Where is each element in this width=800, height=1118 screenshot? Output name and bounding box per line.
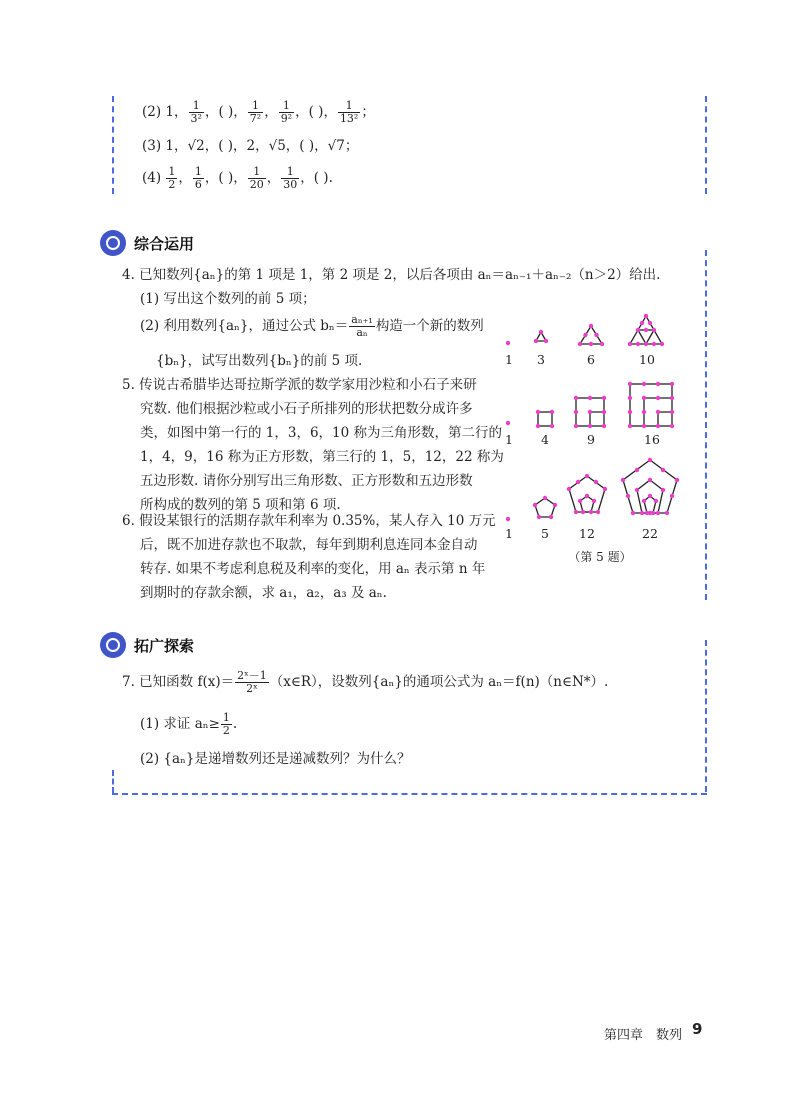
figure-dot bbox=[628, 424, 632, 428]
figure-dots bbox=[506, 314, 679, 521]
frame-right-top bbox=[705, 96, 707, 194]
figure-dot bbox=[670, 396, 674, 400]
frame-left-bottom bbox=[112, 770, 114, 793]
frame-right-middle bbox=[705, 250, 707, 600]
figure-dot bbox=[635, 468, 639, 472]
figure-dot bbox=[675, 478, 679, 482]
frame-right-bottom bbox=[705, 640, 707, 792]
q4-part2: (2) 利用数列{aₙ}，通过公式 bₙ＝ $\frac{\text{aₙ₊₁}}{\text{aₙ}}$ 构造一个新的数列 bbox=[140, 313, 484, 339]
figure-dot bbox=[656, 410, 660, 414]
figurate-numbers-figure bbox=[500, 300, 700, 560]
figure-dot bbox=[626, 494, 630, 498]
figure-dot bbox=[539, 330, 543, 334]
figure-dot bbox=[628, 342, 632, 346]
figure-dot bbox=[665, 511, 669, 515]
figure-dot bbox=[578, 342, 582, 346]
figure-dot bbox=[588, 410, 592, 414]
fig-row1-label-1: 1 bbox=[505, 352, 513, 367]
figure-dot bbox=[656, 511, 660, 515]
q5-line-6: 所构成的数列的第 5 项和第 6 项. bbox=[140, 497, 341, 513]
figure-dot bbox=[536, 410, 540, 414]
figure-dot bbox=[506, 517, 510, 521]
figure-dot bbox=[642, 499, 646, 503]
figure-dot bbox=[574, 396, 578, 400]
figure-dot bbox=[589, 342, 593, 346]
q6-line-2: 后，既不加进存款也不取款，每年到期利息连同本金自动 bbox=[140, 537, 478, 553]
figure-dot bbox=[603, 487, 607, 491]
figure-dot bbox=[654, 499, 658, 503]
footer-chapter: 第四章 数列 bbox=[604, 1028, 683, 1043]
fig-row2-label-1: 1 bbox=[505, 432, 513, 447]
figure-dot bbox=[549, 515, 553, 519]
figure-dot bbox=[628, 396, 632, 400]
section-explore-header bbox=[100, 632, 194, 658]
fraction: $\frac{1}{\text{3²}}$ bbox=[190, 99, 202, 125]
fig-row2-label-4: 16 bbox=[644, 432, 660, 447]
figure-dot bbox=[574, 510, 578, 514]
figure-dot bbox=[670, 382, 674, 386]
figure-dot bbox=[640, 511, 644, 515]
figure-dot bbox=[670, 494, 674, 498]
figure-dot bbox=[660, 342, 664, 346]
fig-row1-label-2: 3 bbox=[537, 352, 545, 367]
figure-dot bbox=[644, 314, 648, 318]
q6-line-1: 6. 假设某银行的活期存款年利率为 0.35%，某人存入 10 万元 bbox=[122, 513, 496, 529]
figure-dot bbox=[506, 341, 510, 345]
figure-dot bbox=[656, 396, 660, 400]
figure-dot bbox=[670, 424, 674, 428]
figure-dot bbox=[661, 468, 665, 472]
q7-part2: (2) {aₙ}是递增数列还是递减数列？为什么？ bbox=[140, 751, 411, 767]
figure-dot bbox=[642, 410, 646, 414]
q6-line-4: 到期时的存款余额，求 a₁，a₂，a₃ 及 aₙ. bbox=[140, 585, 387, 601]
figure-dot bbox=[506, 421, 510, 425]
frame-bottom bbox=[112, 793, 707, 795]
figure-dot bbox=[585, 494, 589, 498]
figure-dot bbox=[652, 342, 656, 346]
figure-dot bbox=[670, 410, 674, 414]
figure-dot bbox=[602, 424, 606, 428]
figure-dot bbox=[661, 488, 665, 492]
square-4 bbox=[538, 412, 552, 426]
figure-dot bbox=[544, 339, 548, 343]
figure-dot bbox=[602, 396, 606, 400]
page-number: 9 bbox=[692, 1020, 703, 1038]
q4-part2-line2: {bₙ}，试写出数列{bₙ}的前 5 项. bbox=[156, 353, 363, 369]
q5-line-5: 五边形数. 请你分别写出三角形数、正方形数和五边形数 bbox=[140, 473, 473, 489]
q4-part1: (1) 写出这个数列的前 5 项； bbox=[140, 291, 316, 307]
fig-row3-label-2: 5 bbox=[541, 526, 549, 541]
figure-dot bbox=[628, 382, 632, 386]
q5-line-2: 究数. 他们根据沙粒或小石子所排列的形状把数分成许多 bbox=[140, 401, 473, 417]
figure-dot bbox=[594, 480, 598, 484]
figure-dot bbox=[585, 474, 589, 478]
figure-dot bbox=[583, 333, 587, 337]
q6-line-3: 转存. 如果不考虑利息税及利率的变化，用 aₙ 表示第 n 年 bbox=[140, 561, 486, 577]
figure-dot bbox=[574, 424, 578, 428]
frame-left-top bbox=[112, 96, 114, 194]
q4-stem: 4. 已知数列{aₙ}的第 1 项是 1，第 2 项是 2，以后各项由 aₙ＝aₙ₋₁＋aₙ₋₂（n＞2）给出. bbox=[122, 267, 661, 283]
fig-row3-label-4: 22 bbox=[642, 526, 658, 541]
figure-dot bbox=[600, 342, 604, 346]
figure-dot bbox=[534, 339, 538, 343]
section-badge-icon bbox=[100, 230, 126, 256]
figure-dot bbox=[621, 478, 625, 482]
fig-row1-label-4: 10 bbox=[639, 352, 655, 367]
section-explore-title: 拓广探索 bbox=[134, 636, 195, 655]
figure-dot bbox=[648, 511, 652, 515]
figure-dot bbox=[596, 510, 600, 514]
figure-dot bbox=[652, 328, 656, 332]
figure-dot bbox=[537, 515, 541, 519]
fig-row3-label-3: 12 bbox=[579, 526, 595, 541]
figure-dot bbox=[642, 424, 646, 428]
exercise-line-3: (3) 1，√2，( )，2，√5，( )，√7； bbox=[142, 138, 359, 154]
figure-dot bbox=[589, 510, 593, 514]
triangle-6 bbox=[580, 326, 602, 344]
exercise-line-2: (2) 1， $\frac{1}{\text{3²}}$ ，( )， $\frac{1}{\text{7²}}$ ， $\frac{1}{\text{9²}}$ ，( )， $\frac{1}{\text{13²}}$ ； bbox=[142, 99, 375, 125]
figure-dot bbox=[553, 503, 557, 507]
figure-dot bbox=[574, 410, 578, 414]
figure-caption: （第 5 题） bbox=[568, 550, 632, 564]
figure-dot bbox=[656, 424, 660, 428]
fig-row3-label-1: 1 bbox=[505, 526, 513, 541]
fig-row2-label-3: 9 bbox=[587, 432, 595, 447]
section-comprehensive-header bbox=[100, 230, 194, 256]
figure-dot bbox=[644, 342, 648, 346]
exercise-line-4: (4) $\frac{1}{2}$ ， $\frac{1}{6}$ ，( )， $\frac{1}{20}$ ， $\frac{1}{30}$ ，( ). bbox=[142, 165, 333, 191]
figure-dot bbox=[578, 499, 582, 503]
q5-line-1: 5. 传说古希腊毕达哥拉斯学派的数学家用沙粒和小石子来研 bbox=[122, 377, 477, 393]
figure-dot bbox=[550, 424, 554, 428]
figure-dot bbox=[576, 480, 580, 484]
figure-dot bbox=[588, 424, 592, 428]
figure-dot bbox=[589, 324, 593, 328]
fig-row2-label-2: 4 bbox=[541, 432, 549, 447]
q5-line-3: 类，如图中第一行的 1，3，6，10 称为三角形数，第二行的 bbox=[140, 425, 503, 441]
figure-dot bbox=[543, 496, 547, 500]
figure-dot bbox=[631, 511, 635, 515]
figure-dot bbox=[648, 478, 652, 482]
q5-line-4: 1，4，9，16 称为正方形数，第三行的 1，5，12，22 称为 bbox=[140, 449, 504, 465]
figure-dot bbox=[594, 333, 598, 337]
figure-dot bbox=[628, 410, 632, 414]
q7-part1: (1) 求证 aₙ≥ $\frac{1}{2}$ . bbox=[140, 711, 238, 737]
pentagon-22 bbox=[623, 460, 677, 513]
figure-dot bbox=[648, 458, 652, 462]
figure-dot bbox=[592, 499, 596, 503]
q7-stem: 7. 已知函数 f(x)＝ $\frac{\text{2ˣ－1}}{\text{2ˣ}}$ （x∈R），设数列{aₙ}的通项公式为 aₙ＝f(n)（n∈N*）. bbox=[122, 669, 609, 695]
figure-dot bbox=[588, 396, 592, 400]
figure-dot bbox=[635, 488, 639, 492]
figure-dot bbox=[581, 510, 585, 514]
figure-dot bbox=[636, 328, 640, 332]
figure-dot bbox=[648, 494, 652, 498]
figure-dot bbox=[648, 321, 652, 325]
fig-row1-label-3: 6 bbox=[587, 352, 595, 367]
section-badge-icon bbox=[100, 632, 126, 658]
figure-dot bbox=[533, 503, 537, 507]
figure-dot bbox=[536, 424, 540, 428]
figure-dot bbox=[550, 410, 554, 414]
figure-dot bbox=[642, 396, 646, 400]
figure-dot bbox=[640, 321, 644, 325]
figure-dot bbox=[642, 382, 646, 386]
figure-dot bbox=[567, 487, 571, 491]
pentagon-5 bbox=[535, 498, 555, 517]
figure-dot bbox=[656, 382, 660, 386]
figure-dot bbox=[644, 328, 648, 332]
square-16 bbox=[630, 384, 672, 426]
figure-dot bbox=[602, 410, 606, 414]
figure-dot bbox=[636, 342, 640, 346]
section-comprehensive-title: 综合运用 bbox=[134, 234, 195, 253]
